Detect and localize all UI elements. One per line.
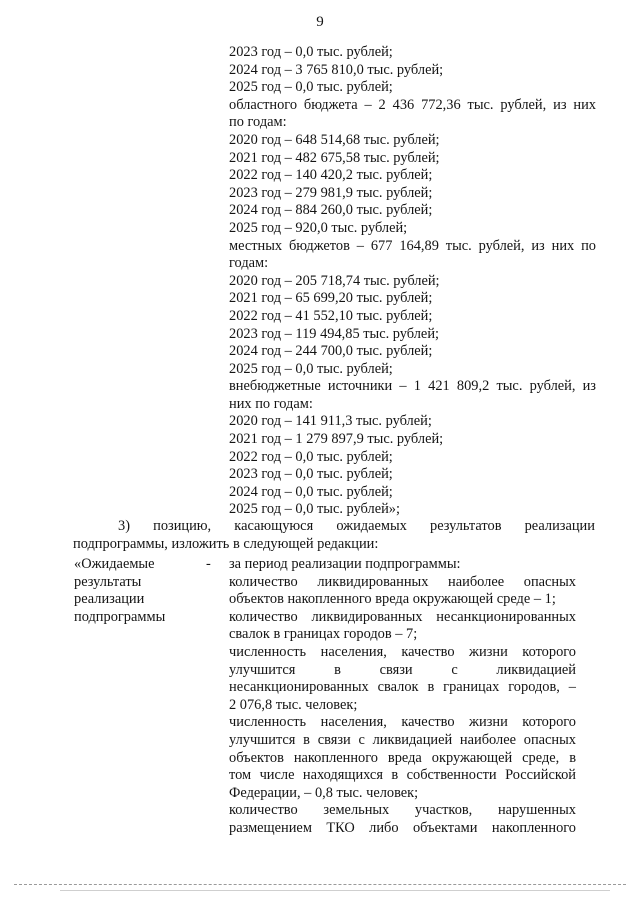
result-line: за период реализации подпрограммы: [229, 556, 461, 572]
year-line: 2022 год – 140 420,2 тыс. рублей; [229, 167, 433, 184]
year-line: 2023 год – 0,0 тыс. рублей; [229, 44, 393, 60]
result-line: численность населения, качество жизни которого [229, 643, 576, 660]
result-line: улучшится в связи с ликвидацией [229, 661, 576, 678]
year-line: 2020 год – 205 718,74 тыс. рублей; [229, 272, 440, 289]
result-line: 2 076,8 тыс. человек; [229, 696, 358, 713]
year-line: 2023 год – 279 981,9 тыс. рублей; [229, 184, 433, 201]
extrabudgetary-intro-cont: них по годам: [229, 395, 313, 412]
item-3-word: ожидаемых [336, 518, 407, 534]
item-3-word: реализации [524, 518, 595, 534]
page-number: 9 [316, 14, 324, 30]
results-dash: - [206, 556, 211, 572]
result-line: объектов накопленного вреда окружающей среде, в [229, 749, 576, 766]
item-3-second-line: подпрограммы, изложить в следующей редакции: [73, 535, 379, 552]
year-line: 2020 год – 648 514,68 тыс. рублей; [229, 131, 440, 148]
year-line: 2025 год – 0,0 тыс. рублей; [229, 79, 393, 96]
result-line: том числе находящихся в собственности Российской [229, 767, 576, 784]
scan-edge-line [60, 890, 610, 891]
result-line: свалок в границах городов – 7; [229, 626, 418, 643]
result-line: объектов накопленного вреда окружающей среде – 1; [229, 591, 556, 608]
year-line: 2024 год – 0,0 тыс. рублей; [229, 483, 393, 500]
result-line: количество ликвидированных несанкционированных [229, 608, 576, 625]
results-label-line: «Ожидаемые [74, 556, 155, 572]
year-line: 2024 год – 244 700,0 тыс. рублей; [229, 343, 433, 360]
year-line: 2022 год – 41 552,10 тыс. рублей; [229, 307, 433, 324]
expected-results [229, 556, 576, 838]
funding-list [229, 44, 596, 519]
item-3-word: касающуюся [234, 518, 314, 534]
year-line: 2024 год – 884 260,0 тыс. рублей; [229, 202, 433, 219]
year-line: 2024 год – 3 765 810,0 тыс. рублей; [229, 61, 444, 78]
result-line: количество ликвидированных наиболее опасных [229, 573, 576, 590]
year-line: 2023 год – 119 494,85 тыс. рублей; [229, 325, 440, 342]
year-line: 2020 год – 141 911,3 тыс. рублей; [229, 413, 432, 430]
regional-budget-intro-cont: по годам: [229, 114, 287, 131]
extrabudgetary-intro: внебюджетные источники – 1 421 809,2 тыс. рублей, из [229, 378, 596, 395]
local-budgets-intro: местных бюджетов – 677 164,89 тыс. рублей, из них по [229, 237, 596, 254]
year-line: 2021 год – 65 699,20 тыс. рублей; [229, 290, 433, 307]
regional-budget-intro: областного бюджета – 2 436 772,36 тыс. рублей, из них [229, 96, 596, 113]
year-line: 2023 год – 0,0 тыс. рублей; [229, 466, 393, 483]
year-line: 2021 год – 482 675,58 тыс. рублей; [229, 149, 440, 166]
result-line: размещением ТКО либо объектами накопленного [229, 819, 576, 836]
results-label [74, 556, 224, 626]
year-line: 2025 год – 920,0 тыс. рублей; [229, 219, 408, 236]
result-line: Федерации, – 0,8 тыс. человек; [229, 784, 419, 801]
item-3-number: 3) [118, 518, 130, 534]
item-3-first-line [73, 518, 595, 536]
item-3-paragraph [73, 518, 595, 553]
local-budgets-intro-cont: годам: [229, 255, 269, 272]
item-3-word: позицию, [153, 518, 212, 534]
result-line: улучшится в связи с ликвидацией наиболее опасных [229, 731, 576, 748]
scan-edge-line [14, 884, 626, 885]
year-line: 2025 год – 0,0 тыс. рублей; [229, 360, 393, 377]
year-line: 2022 год – 0,0 тыс. рублей; [229, 448, 393, 465]
results-label-line: реализации [74, 591, 145, 608]
item-3-word: результатов [430, 518, 502, 534]
result-line: несанкционированных свалок в границах городов, – [229, 679, 576, 696]
year-line: 2025 год – 0,0 тыс. рублей»; [229, 501, 400, 518]
result-line: количество земельных участков, нарушенных [229, 802, 576, 819]
results-label-line: результаты [74, 573, 142, 590]
results-label-line: подпрограммы [74, 608, 166, 625]
result-line: численность населения, качество жизни которого [229, 714, 576, 731]
year-line: 2021 год – 1 279 897,9 тыс. рублей; [229, 431, 444, 448]
